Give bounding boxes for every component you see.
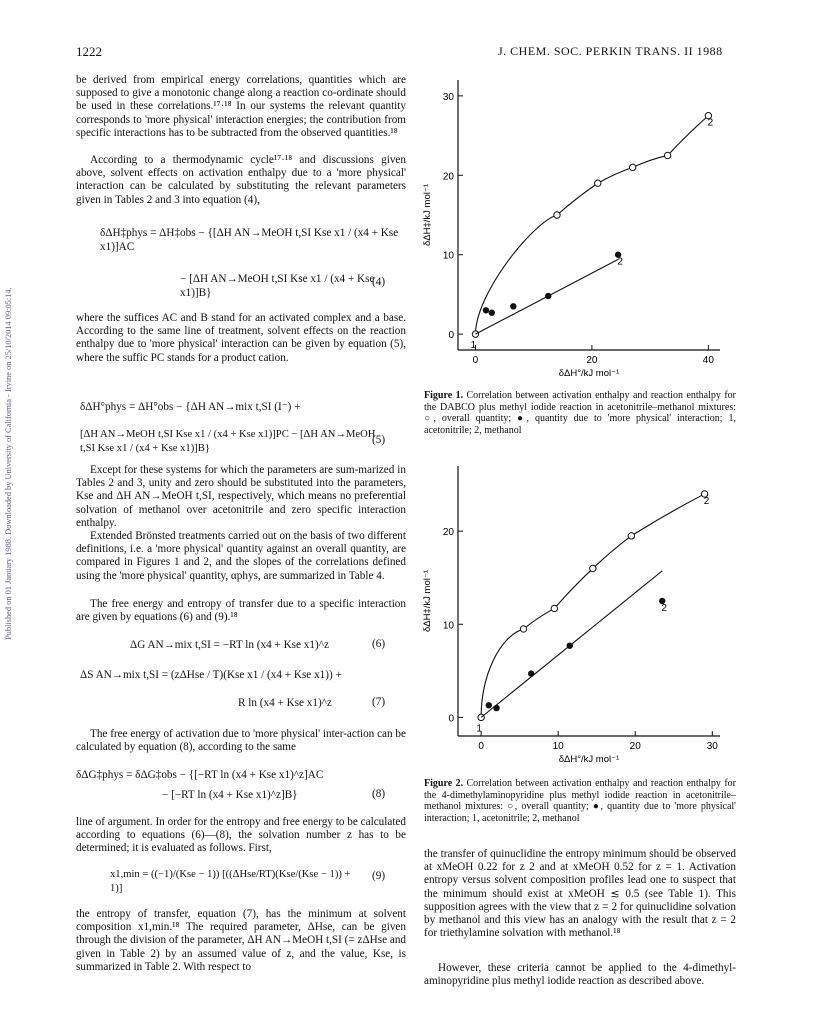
open-point: [554, 212, 560, 218]
equation-4: [100, 226, 400, 300]
figure-2-caption: [424, 778, 736, 824]
open-point: [595, 180, 601, 186]
eq4-line2: − [ΔH AN→MeOH t,SI Kse x1 / (x4 + Kse x1)]B}: [180, 273, 375, 299]
open-point: [520, 626, 526, 632]
open-point: [664, 152, 670, 158]
left-p2: According to a thermodynamic cycle¹⁷·¹⁸ and discussions given above, solvent effects on activation enthalpy due to a 'more physical' interaction can be calculated by substituting the relevant parameters given in Tables 2 and 3 into equation (4),: [76, 154, 406, 206]
point-label: 2: [707, 117, 714, 129]
eq7-line1: ΔS AN→mix t,SI = (zΔHse / T)(Kse x1 / (x4 + Kse x1)) +: [80, 669, 342, 681]
point-label: 2: [617, 256, 623, 268]
eq5-number: (5): [372, 434, 386, 446]
filled-point: [489, 309, 495, 315]
right-p2: However, these criteria cannot be applied to the 4-dimethyl-aminopyridine plus methyl iodide reaction as described above.: [424, 962, 736, 988]
eq6-number: (6): [372, 638, 386, 650]
figure-2-chart: [420, 460, 730, 770]
x-axis-label: δΔH°/kJ mol⁻¹: [558, 754, 620, 765]
point-label: 2: [703, 495, 710, 507]
equation-7: [80, 668, 380, 710]
x-tick-label: 20: [586, 355, 598, 366]
filled-point: [528, 670, 534, 676]
journal-header: J. CHEM. SOC. PERKIN TRANS. II 1988: [498, 44, 723, 58]
left-p8: line of argument. In order for the entropy and free energy to be calculated according to equations (6)—(8), the solvation number z has to be determined; it is evaluated as follows. First,: [76, 816, 406, 855]
x-axis-label: δΔH°/kJ mol⁻¹: [558, 368, 620, 379]
left-p5: Extended Brönsted treatments carried out on the basis of two different definitions, i.e. a 'more physical' quantity against an overall quantity, are compared in Figures 1 and 2, and the slopes of the correlations defined using the 'more physical' quantity, αphys, are summarized in Table 4.: [76, 530, 406, 582]
right-p1: the transfer of quinuclidine the entropy minimum should be observed at xMeOH 0.22 for z 2 and at xMeOH 0.52 for z = 1. Activation entropy versus solvent composition profiles lead one to suspect that the minimum should exist at xMeOH ≲ 0.5 (see Table 1). This supposition agrees with the view that z = 2 for quinuclidine solvation by methanol and this view has an analogy with the result that z = 2 for triethylamine solvation with methanol.¹⁸: [424, 848, 736, 940]
eq7-line2: R ln (x4 + Kse x1)^z: [238, 697, 332, 709]
figure-1-caption-text: Correlation between activation enthalpy and reaction enthalpy for the DABCO plus methyl iodide reaction in acetonitrile–methanol mixtures: ○, overall quantity; ●, quantity due to 'more physical' interaction; 1, acetonitrile; 2, methanol: [424, 390, 736, 436]
figure-2-label: Figure 2.: [424, 778, 464, 789]
equation-6: ΔG AN→mix t,SI = −RT ln (x4 + Kse x1)^z: [130, 639, 329, 651]
filled-point: [510, 303, 516, 309]
watermark-text: Published on 01 January 1988. Downloaded by University of California - Irvine on 25/10/2014 09:05:14.: [4, 287, 13, 640]
left-p3: where the suffices AC and B stand for an activated complex and a base. According to the same line of treatment, solvent effects on the reaction enthalpy due to 'more physical' interaction can be given by equation (5), where the suffic PC stands for a product cation.: [76, 312, 406, 364]
figure-1-chart: [420, 72, 730, 384]
eq9-number: (9): [372, 870, 386, 882]
page-number: 1222: [76, 44, 102, 59]
figure-1-label: Figure 1.: [424, 390, 464, 401]
x-tick-label: 0: [478, 741, 484, 752]
x-tick-label: 30: [706, 741, 718, 752]
point-label: 1: [470, 340, 477, 352]
overall-curve: [481, 494, 704, 717]
y-tick-label: 10: [442, 250, 454, 262]
open-point: [551, 605, 557, 611]
filled-point: [567, 642, 573, 648]
open-point: [590, 565, 596, 571]
y-tick-label: 10: [442, 620, 454, 632]
left-p6: The free energy and entropy of transfer due to a specific interaction are given by equations (6) and (9).¹⁸: [76, 598, 406, 624]
point-label: 1: [476, 723, 482, 735]
figure-2-caption-text: Correlation between activation enthalpy and reaction enthalpy for the 4-dimethylaminopyridine plus methyl iodide reaction in acetonitrile–methanol mixtures: ○, overall quantity; ●, quantity due to 'more physical' interaction; 1, acetonitrile; 2, methanol: [424, 778, 736, 824]
point-label: 2: [661, 603, 667, 614]
eq8-line2: − [−RT ln (x4 + Kse x1)^z]B}: [162, 789, 298, 801]
equation-9: x1,min = ((−1)/(Kse − 1)) [((ΔHse/RT)(Kse/(Kse − 1)) + 1)]: [110, 869, 351, 894]
download-watermark: [2, 180, 16, 640]
overall-curve: [475, 116, 708, 334]
left-p1: be derived from empirical energy correlations, quantities which are supposed to give a monotonic change along a reaction co-ordinate should be used in these correlations.¹⁷·¹⁸ In our systems the relevant quantity corresponds to 'more physical' interaction energies; the contribution from specific interactions has to be subtracted from the observed quantities.¹⁸: [76, 74, 406, 139]
y-tick-label: 0: [448, 713, 454, 725]
y-axis-label: δΔH‡/kJ mol⁻¹: [422, 569, 433, 633]
filled-point: [486, 702, 492, 708]
figure-1-caption: [424, 390, 736, 436]
eq4-line1: δΔH‡phys = ΔH‡obs − {[ΔH AN→MeOH t,SI Kse x1 / (x4 + Kse x1)]AC: [100, 227, 399, 253]
left-p7: The free energy of activation due to 'more physical' inter-action can be calculated by equation (8), according to the same: [76, 728, 406, 754]
open-point: [628, 533, 634, 539]
left-p4: Except for these systems for which the parameters are sum-marized in Tables 2 and 3, unity and zero should be substituted into the parameters, Kse and ΔH AN→MeOH t,SI, respectively, which means no preferential solvation of methanol over acetonitrile and zero specific interaction enthalpy.: [76, 464, 406, 529]
y-tick-label: 0: [448, 330, 454, 342]
eq8-line1: δΔG‡phys = δΔG‡obs − {[−RT ln (x4 + Kse x1)^z]AC: [76, 769, 324, 781]
eq5-line1: δΔH°phys = ΔH°obs − {ΔH AN→mix t,SI (I⁻) +: [80, 401, 301, 413]
left-p9: the entropy of transfer, equation (7), has the minimum at solvent composition x1,min.¹⁸ The required parameter, ΔHse, can be given through the division of the parameter, ΔH AN→MeOH t,SI (= zΔHse and given in Table 2) by an assumed value of z, and the value, Kse, is summarized in Table 2. With respect to: [76, 908, 407, 973]
y-tick-label: 20: [442, 171, 454, 183]
open-point: [629, 164, 635, 170]
y-tick-label: 30: [442, 91, 454, 103]
x-tick-label: 40: [702, 355, 714, 366]
filled-point: [493, 705, 499, 711]
x-tick-label: 10: [552, 741, 564, 752]
y-tick-label: 20: [442, 527, 454, 539]
filled-point: [545, 293, 551, 299]
eq5-line2: [ΔH AN→MeOH t,SI Kse x1 / (x4 + Kse x1)]PC − [ΔH AN→MeOH t,SI Kse x1 / (x4 + Kse x1)]B}: [80, 429, 376, 454]
eq7-number: (7): [372, 696, 386, 708]
equation-8: [76, 768, 376, 802]
equation-5: [80, 400, 380, 456]
eq8-number: (8): [372, 788, 386, 800]
eq4-number: (4): [372, 276, 386, 288]
y-axis-label: δΔH‡/kJ mol⁻¹: [422, 183, 433, 247]
filled-point: [483, 307, 489, 313]
x-tick-label: 0: [472, 355, 479, 366]
x-tick-label: 20: [629, 741, 641, 752]
